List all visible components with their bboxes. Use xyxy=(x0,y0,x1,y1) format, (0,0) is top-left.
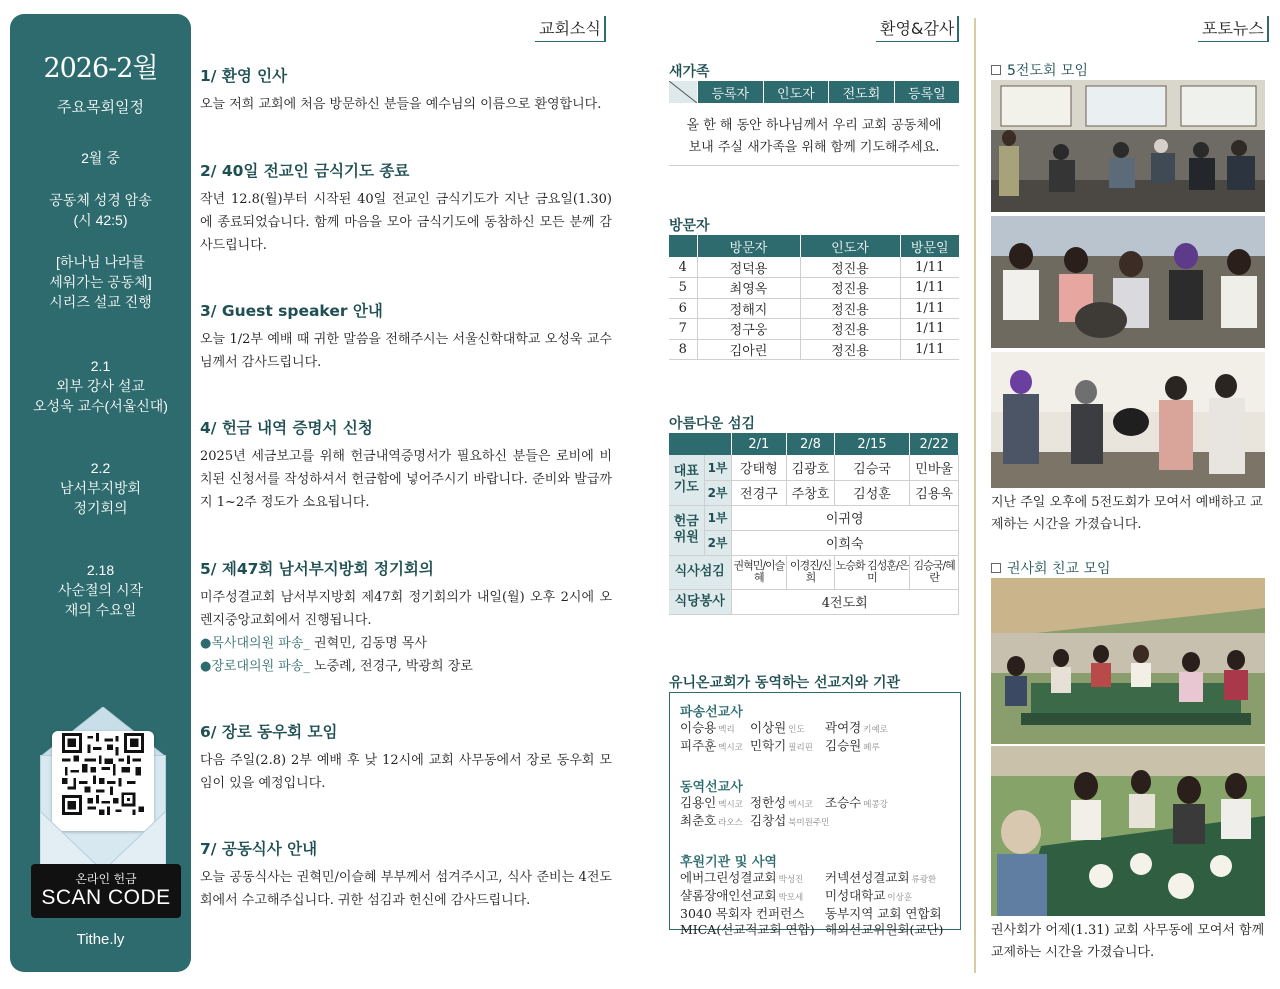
new-family-table xyxy=(669,81,959,103)
news-body: 2025년 세금보고를 위해 헌금내역증명서가 필요하신 분들은 로비에 비치된 신청서를 작성하셔서 헌금함에 넣어주시기 바랍니다. 준비와 발급까지 1~2주 정도가 소요됩니다. xyxy=(200,449,612,510)
photo-fellowship-room[interactable] xyxy=(991,80,1265,212)
prayer-name: 김승국 xyxy=(834,455,910,480)
news-title: 5/ 제47회 남서부지방회 정기회의 xyxy=(200,560,434,578)
column-header: 등록자 xyxy=(698,81,764,103)
delegate-names: 권혁민, 김동명 목사 xyxy=(309,636,427,651)
news-body: 오늘 공동식사는 권혁민/이슬혜 부부께서 섬겨주시고, 식사 준비는 4전도회에서 수고해주십니다. 귀한 섬김과 헌신에 감사드립니다. xyxy=(200,870,612,908)
qr-code-icon[interactable] xyxy=(62,733,144,815)
news-body: 작년 12.8(월)부터 시작된 40일 전교인 금식기도가 지난 금요일(1.30)에 종료되었습니다. 함께 마음을 모아 금식기도에 동참하신 모든 분께 감사드립니다. xyxy=(200,192,612,253)
kitchen-label: 식당봉사 xyxy=(669,589,731,614)
news-title: 6/ 장로 동우회 모임 xyxy=(200,723,338,741)
news-item xyxy=(200,720,612,795)
org-name: 커넥션성결교회 xyxy=(825,870,910,885)
table-row xyxy=(669,278,959,299)
new-family-note xyxy=(669,115,959,166)
photo-shared-meal[interactable] xyxy=(991,746,1265,916)
photo-prayer[interactable] xyxy=(991,352,1265,488)
sent-missionaries-label: 파송선교사 xyxy=(680,705,743,720)
schedule-item xyxy=(10,190,191,230)
row-number: 8 xyxy=(669,339,697,360)
schedule-line: 2.1 xyxy=(90,358,111,374)
news-item xyxy=(200,557,612,678)
visitor-name: 최영옥 xyxy=(697,278,800,299)
org-contact: 류광환 xyxy=(911,875,937,885)
column-header: 전도회 xyxy=(829,81,895,103)
column-header: 2/8 xyxy=(787,433,835,455)
missionary-region: 인도 xyxy=(788,725,805,735)
column-divider xyxy=(974,18,976,973)
offering-label: 헌금위원 xyxy=(669,505,704,555)
table-row xyxy=(669,257,959,278)
missionary-name: 김창섭 xyxy=(750,813,787,828)
column-header: 2/1 xyxy=(731,433,787,455)
tab-photo-news: 포토뉴스 xyxy=(1202,16,1269,42)
meal-name: 노승화 김성훈/은미 xyxy=(834,555,910,589)
meal-name: 이경진/신희 xyxy=(787,555,835,589)
missionary-region: 멕리 xyxy=(718,725,735,735)
checkbox-icon xyxy=(991,65,1001,75)
missionary-region: 멕시코 xyxy=(718,800,743,810)
photo-group-title xyxy=(991,60,1088,80)
offering-name: 이귀영 xyxy=(731,505,959,530)
kitchen-team: 4전도회 xyxy=(731,589,959,614)
missionary-region: 페루 xyxy=(863,743,880,753)
delegate-label: ●장로대의원 파송_ xyxy=(200,659,310,674)
note-line: 보내 주실 새가족을 위해 함께 기도해주세요. xyxy=(688,140,940,155)
guide-name: 정진용 xyxy=(800,339,900,360)
guide-name: 정진용 xyxy=(800,298,900,319)
delegate-label: ●목사대의원 파송_ xyxy=(200,636,310,651)
visitor-name: 정구웅 xyxy=(697,319,800,340)
schedule-line: 오성욱 교수(서울신대) xyxy=(33,398,168,414)
visitor-name: 정해지 xyxy=(697,298,800,319)
photo-group-name: 5전도회 모임 xyxy=(1007,63,1088,79)
missionary-name: 이상원 xyxy=(750,720,787,735)
serving-heading: 아름다운 섬김 xyxy=(669,416,756,432)
news-item xyxy=(200,416,612,514)
missionary-region: 메콩강 xyxy=(863,800,888,810)
missions-box xyxy=(669,692,961,937)
visitors-table xyxy=(669,235,959,360)
service-label: 2부 xyxy=(704,480,731,505)
photo-group-name: 권사회 친교 모임 xyxy=(1007,561,1111,577)
delegate-line xyxy=(200,655,612,678)
schedule-line: 재의 수요일 xyxy=(64,602,137,618)
visitor-name: 정덕용 xyxy=(697,257,800,278)
news-body: 다음 주일(2.8) 2부 예배 후 낮 12시에 교회 사무동에서 장로 동우회 모임이 있을 예정입니다. xyxy=(200,753,612,791)
guide-name: 정진용 xyxy=(800,278,900,299)
missionary-name: 민학기 xyxy=(750,738,787,753)
tab-church-news: 교회소식 xyxy=(539,16,606,42)
note-line: 올 한 해 동안 하나님께서 우리 교회 공동체에 xyxy=(686,118,942,133)
org-name: 해외선교위원회(교단) xyxy=(825,922,944,937)
news-item xyxy=(200,64,612,116)
missionary-name: 김승원 xyxy=(825,738,862,753)
schedule-line: 남서부지방회 xyxy=(59,480,142,496)
table-corner xyxy=(669,81,698,103)
org-name: 에버그린성결교회 xyxy=(680,870,777,885)
schedule-line: (시 42:5) xyxy=(73,212,128,228)
missionary-region: 멕시코 xyxy=(718,743,743,753)
column-header: 인도자 xyxy=(800,235,900,257)
news-title: 7/ 공동식사 안내 xyxy=(200,840,318,858)
org-name: 3040 목회자 컨퍼런스 xyxy=(680,906,805,921)
visitor-name: 김아린 xyxy=(697,339,800,360)
scan-code-badge[interactable] xyxy=(31,864,181,918)
column-header: 등록일 xyxy=(894,81,959,103)
guide-name: 정진용 xyxy=(800,257,900,278)
new-family-heading: 새가족 xyxy=(669,64,710,80)
schedule-item xyxy=(10,148,191,168)
photo-small-group[interactable] xyxy=(991,216,1265,348)
column-header xyxy=(669,235,697,257)
table-row xyxy=(669,319,959,340)
schedule-item xyxy=(10,458,191,518)
news-item xyxy=(200,299,612,374)
org-name: 동부지역 교회 연합회 xyxy=(825,906,942,921)
schedule-line: 외부 강사 설교 xyxy=(56,378,145,394)
column-header: 방문자 xyxy=(697,235,800,257)
photo-caption: 권사회가 어제(1.31) 교회 사무동에 모여서 함께 교제하는 시간을 가졌습니다. xyxy=(991,923,1265,960)
schedule-line: 공동체 성경 암송 xyxy=(49,192,152,208)
table-row xyxy=(669,480,959,505)
org-contact: 이상훈 xyxy=(887,893,913,903)
visit-date: 1/11 xyxy=(900,339,959,360)
org-contact: 박성진 xyxy=(778,875,804,885)
missionary-name: 조승수 xyxy=(825,795,862,810)
support-row xyxy=(680,906,950,922)
table-row xyxy=(669,298,959,319)
support-row xyxy=(680,922,950,938)
org-contact: 박모세 xyxy=(778,893,804,903)
prayer-name: 강태형 xyxy=(731,455,787,480)
column-header: 인도자 xyxy=(763,81,829,103)
service-label: 1부 xyxy=(704,505,731,530)
column-header: 2/15 xyxy=(834,433,910,455)
schedule-sidebar xyxy=(10,14,191,972)
column-header: 2/22 xyxy=(910,433,959,455)
prayer-name: 김용욱 xyxy=(910,480,959,505)
delegate-names: 노중례, 전경구, 박광희 장로 xyxy=(309,659,473,674)
prayer-name: 전경구 xyxy=(731,480,787,505)
photo-picnic-table[interactable] xyxy=(991,578,1265,744)
column-header xyxy=(669,433,731,455)
sidebar-subtitle: 주요목회일정 xyxy=(57,98,144,116)
meal-label: 식사섬김 xyxy=(669,555,731,589)
news-title: 2/ 40일 전교인 금식기도 종료 xyxy=(200,162,410,180)
news-body: 미주성결교회 남서부지방회 제47회 정기회의가 내일(월) 오후 2시에 오렌지중앙교회에서 진행됩니다. xyxy=(200,590,612,628)
sidebar-year-month: 2026-2월 xyxy=(43,53,158,84)
table-row xyxy=(669,455,959,480)
schedule-line: 사순절의 시작 xyxy=(57,582,144,598)
schedule-line: 2.2 xyxy=(90,460,111,476)
guide-name: 정진용 xyxy=(800,319,900,340)
news-title: 4/ 헌금 내역 증명서 신청 xyxy=(200,419,373,437)
row-number: 6 xyxy=(669,298,697,319)
news-title: 3/ Guest speaker 안내 xyxy=(200,302,383,320)
missionary-name: 정한성 xyxy=(750,795,787,810)
diagonal-line-icon xyxy=(669,81,697,103)
visit-date: 1/11 xyxy=(900,257,959,278)
prayer-name: 주창호 xyxy=(787,480,835,505)
service-label: 1부 xyxy=(704,455,731,480)
table-row xyxy=(669,505,959,530)
prayer-name: 김광호 xyxy=(787,455,835,480)
visitors-heading: 방문자 xyxy=(669,218,710,234)
missionary-name: 피주훈 xyxy=(680,738,717,753)
missionary-region: 필리핀 xyxy=(788,743,813,753)
schedule-item xyxy=(10,560,191,620)
missionary-name: 최춘호 xyxy=(680,813,717,828)
service-label: 2부 xyxy=(704,530,731,555)
news-body: 오늘 저희 교회에 처음 방문하신 분들을 예수님의 이름으로 환영합니다. xyxy=(200,97,602,112)
schedule-line: 정기회의 xyxy=(73,500,128,516)
photo-caption: 지난 주일 오후에 5전도회가 모여서 예배하고 교제하는 시간을 가졌습니다. xyxy=(991,495,1263,532)
schedule-line: [하나님 나라를 xyxy=(56,254,145,270)
visit-date: 1/11 xyxy=(900,298,959,319)
missionary-row xyxy=(680,795,950,813)
tab-welcome-thanks: 환영&감사 xyxy=(880,16,959,42)
visit-date: 1/11 xyxy=(900,319,959,340)
row-number: 7 xyxy=(669,319,697,340)
table-row xyxy=(669,530,959,555)
missionary-region: 멕시코 xyxy=(788,800,813,810)
online-offering-label: 온라인 헌금 xyxy=(75,872,137,886)
photo-group-title xyxy=(991,558,1111,578)
partner-missionaries-label: 동역선교사 xyxy=(680,780,743,795)
missionary-region: 라오스 xyxy=(718,818,743,828)
serving-table xyxy=(669,433,959,615)
missionary-name: 곽여경 xyxy=(825,720,862,735)
missionary-row xyxy=(680,738,950,756)
delegate-line xyxy=(200,632,612,655)
support-row xyxy=(680,888,950,906)
news-body: 오늘 1/2부 예배 때 귀한 말씀을 전해주시는 서울신학대학교 오성욱 교수님께서 감사드립니다. xyxy=(200,332,612,370)
schedule-item xyxy=(10,252,191,312)
table-row xyxy=(669,589,959,614)
offering-name: 이희숙 xyxy=(731,530,959,555)
news-item xyxy=(200,159,612,257)
table-row xyxy=(669,555,959,589)
schedule-line: 시리즈 설교 진행 xyxy=(49,294,152,310)
news-title: 1/ 환영 인사 xyxy=(200,67,288,85)
visit-date: 1/11 xyxy=(900,278,959,299)
meal-name: 김승국/혜란 xyxy=(910,555,959,589)
column-header: 방문일 xyxy=(900,235,959,257)
schedule-item xyxy=(10,356,191,416)
missionary-region: 키예로 xyxy=(863,725,888,735)
missionary-row xyxy=(680,813,950,831)
missionary-name: 김용인 xyxy=(680,795,717,810)
schedule-line: 2월 중 xyxy=(81,150,120,166)
news-item xyxy=(200,837,612,912)
missionary-row xyxy=(680,720,950,738)
prayer-name: 김성훈 xyxy=(834,480,910,505)
support-orgs-label: 후원기관 및 사역 xyxy=(680,855,777,870)
row-number: 5 xyxy=(669,278,697,299)
tithe-ly-link[interactable]: Tithe.ly xyxy=(76,931,125,948)
missionary-region: 북미원주민 xyxy=(788,818,830,828)
table-row xyxy=(669,339,959,360)
row-number: 4 xyxy=(669,257,697,278)
schedule-line: 2.18 xyxy=(86,562,115,578)
checkbox-icon xyxy=(991,563,1001,573)
missionary-name: 이승용 xyxy=(680,720,717,735)
support-row xyxy=(680,870,950,888)
prayer-label: 대표기도 xyxy=(669,455,704,505)
org-name: 샬롬장애인선교회 xyxy=(680,888,777,903)
org-name: 미성대학교 xyxy=(825,888,886,903)
missions-heading: 유니온교회가 동역하는 선교지와 기관 xyxy=(669,675,901,691)
meal-name: 권혁민/이슬혜 xyxy=(731,555,787,589)
scan-code-label: SCAN CODE xyxy=(41,886,171,909)
schedule-line: 세워가는 공동체] xyxy=(49,274,152,290)
prayer-name: 민바울 xyxy=(910,455,959,480)
org-name: MICA(선교적교회 연합) xyxy=(680,922,815,937)
